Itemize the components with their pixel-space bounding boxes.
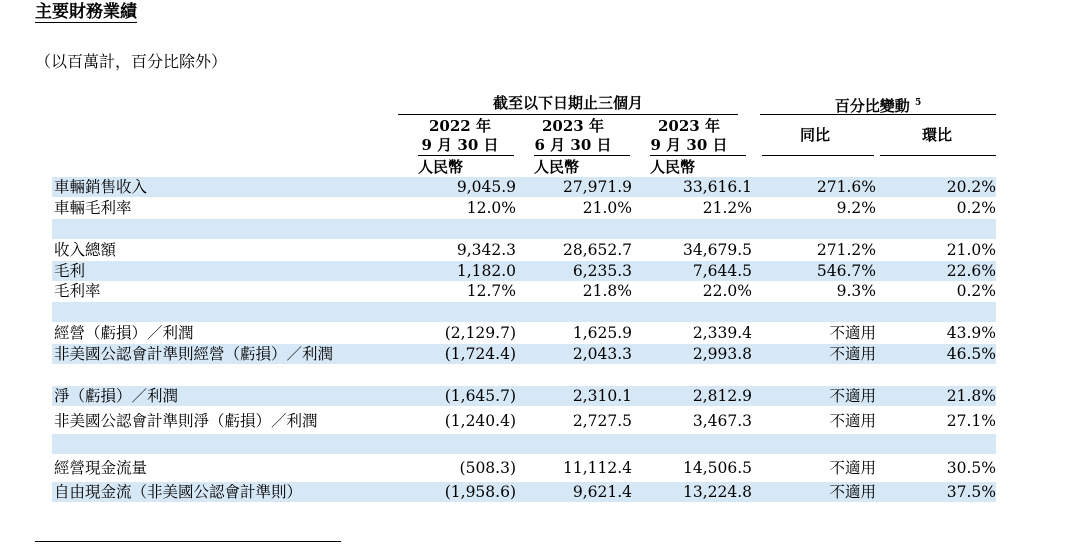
cell-2023q3: 34,679.5 [682, 241, 752, 259]
cell-2023q3: 21.2% [702, 199, 752, 217]
page-title: 主要財務業績 [35, 2, 137, 22]
cell-2023q2: 21.0% [582, 199, 632, 217]
cell-2023q2: 28,652.7 [562, 241, 632, 259]
row-label: 自由現金流（非美國公認會計準則） [54, 483, 303, 501]
cell-2022q3: 12.7% [466, 282, 516, 300]
subtitle: （以百萬計，百分比除外） [35, 52, 228, 71]
cell-qoq: 21.0% [946, 241, 996, 259]
cell-qoq: 27.1% [946, 412, 996, 430]
cell-2022q3: (2,129.7) [444, 324, 516, 342]
cell-2022q3: (1,724.4) [444, 345, 516, 363]
change-footnote: 5 [914, 98, 922, 108]
footnote-divider [35, 541, 341, 542]
row-label: 毛利率 [54, 282, 101, 300]
cell-2023q3: 2,812.9 [692, 387, 752, 405]
cell-yoy: 不適用 [829, 387, 876, 405]
cell-2022q3: 1,182.0 [456, 262, 516, 280]
cell-2023q3: 2,993.8 [692, 345, 752, 363]
cell-2022q3: (1,958.6) [444, 483, 516, 501]
cell-2023q2: 2,727.5 [572, 412, 632, 430]
cell-qoq: 21.8% [946, 387, 996, 405]
cell-yoy: 9.3% [836, 282, 876, 300]
header-rule-change [760, 114, 996, 115]
cell-yoy: 不適用 [829, 324, 876, 342]
cell-2023q3: 2,339.4 [692, 324, 752, 342]
cell-qoq: 22.6% [946, 262, 996, 280]
cell-2022q3: 9,045.9 [456, 178, 516, 196]
row-label: 車輛銷售收入 [54, 178, 148, 196]
period-group-header: 截至以下日期止三個月 [492, 94, 643, 112]
cell-yoy: 271.6% [816, 178, 876, 196]
cell-yoy: 不適用 [829, 483, 876, 501]
cell-yoy: 546.7% [816, 262, 876, 280]
cell-2022q3: (1,645.7) [444, 387, 516, 405]
row-label: 經營（虧損）／利潤 [54, 324, 194, 342]
cell-2023q2: 9,621.4 [572, 483, 632, 501]
cell-2022q3: 9,342.3 [456, 241, 516, 259]
date-rule-1 [418, 155, 514, 156]
cell-qoq: 43.9% [946, 324, 996, 342]
row-label: 毛利 [54, 262, 86, 280]
date-rule-3 [650, 155, 746, 156]
col3-date: 9 月 30 日 [650, 136, 728, 154]
change-group-header [760, 93, 996, 116]
cell-2022q3: 12.0% [466, 199, 516, 217]
cell-qoq: 30.5% [946, 459, 996, 477]
qoq-header: 環比 [921, 126, 952, 144]
separator-band [52, 434, 996, 454]
cell-qoq: 37.5% [946, 483, 996, 501]
cell-qoq: 0.2% [956, 282, 996, 300]
cell-yoy: 9.2% [836, 199, 876, 217]
row-label: 非美國公認會計準則淨（虧損）／利潤 [54, 412, 318, 430]
row-label: 經營現金流量 [54, 459, 148, 477]
cell-2023q3: 33,616.1 [682, 178, 752, 196]
cell-2022q3: (1,240.4) [444, 412, 516, 430]
cell-yoy: 不適用 [829, 345, 876, 363]
cell-2023q3: 3,467.3 [692, 412, 752, 430]
col3-year: 2023 年 [658, 117, 720, 135]
currency-col3: 人民幣 [650, 158, 696, 176]
cell-qoq: 0.2% [956, 199, 996, 217]
cell-qoq: 46.5% [946, 345, 996, 363]
cell-2023q2: 11,112.4 [562, 459, 632, 477]
cell-2023q2: 1,625.9 [572, 324, 632, 342]
cell-2023q3: 7,644.5 [692, 262, 752, 280]
cell-2023q2: 2,043.3 [572, 345, 632, 363]
cell-2023q3: 22.0% [702, 282, 752, 300]
change-group-label: 百分比變動 [834, 97, 910, 115]
cell-2023q2: 27,971.9 [562, 178, 632, 196]
row-label: 非美國公認會計準則經營（虧損）／利潤 [54, 345, 334, 363]
col1-year: 2022 年 [429, 117, 491, 135]
yoy-rule [762, 155, 874, 156]
cell-2023q3: 14,506.5 [682, 459, 752, 477]
cell-yoy: 不適用 [829, 459, 876, 477]
col2-year: 2023 年 [542, 117, 604, 135]
date-rule-2 [534, 155, 630, 156]
cell-qoq: 20.2% [946, 178, 996, 196]
cell-yoy: 不適用 [829, 412, 876, 430]
cell-2022q3: (508.3) [459, 459, 516, 477]
col1-date: 9 月 30 日 [421, 136, 499, 154]
cell-yoy: 271.2% [816, 241, 876, 259]
cell-2023q3: 13,224.8 [682, 483, 752, 501]
row-label: 車輛毛利率 [54, 199, 132, 217]
row-label: 淨（虧損）／利潤 [54, 387, 179, 405]
currency-col2: 人民幣 [534, 158, 580, 176]
row-label: 收入總額 [54, 241, 117, 259]
qoq-rule [880, 155, 996, 156]
col2-date: 6 月 30 日 [534, 136, 612, 154]
cell-2023q2: 21.8% [582, 282, 632, 300]
separator-band [52, 219, 996, 239]
currency-col1: 人民幣 [418, 158, 464, 176]
header-rule-period [398, 114, 738, 115]
yoy-header: 同比 [799, 126, 830, 144]
cell-2023q2: 2,310.1 [572, 387, 632, 405]
cell-2023q2: 6,235.3 [572, 262, 632, 280]
separator-band [52, 302, 996, 322]
